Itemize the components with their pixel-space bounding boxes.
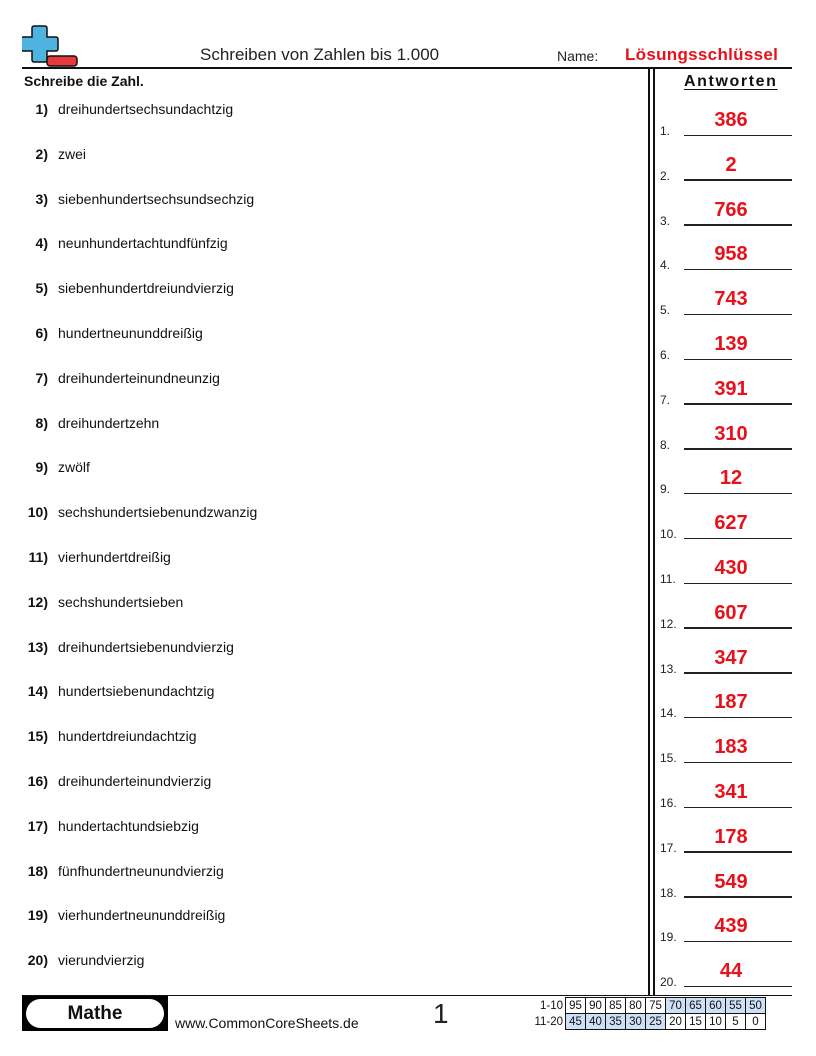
answer-row xyxy=(658,153,792,183)
answer-number: 14. xyxy=(660,706,677,721)
answer-number: 11. xyxy=(660,572,676,586)
score-cell: 20 xyxy=(666,1014,686,1030)
answer-row xyxy=(658,870,792,900)
answer-line xyxy=(684,314,792,316)
score-cell: 90 xyxy=(586,998,606,1014)
score-table xyxy=(529,997,766,1030)
question-text: dreihunderteinundvierzig xyxy=(58,773,212,789)
answer-value: 766 xyxy=(714,198,748,221)
score-cell: 65 xyxy=(686,998,706,1014)
answer-line xyxy=(684,941,792,943)
answer-line xyxy=(684,672,792,674)
answer-row xyxy=(658,377,792,407)
answer-line xyxy=(684,448,792,450)
score-cell: 30 xyxy=(626,1014,646,1030)
answer-value: 341 xyxy=(714,781,748,803)
answer-row xyxy=(658,332,792,362)
answer-number: 13. xyxy=(660,661,677,676)
answer-number: 5. xyxy=(660,303,671,318)
answer-value: 430 xyxy=(714,557,748,579)
worksheet-title: Schreiben von Zahlen bis 1.000 xyxy=(200,45,440,64)
question-text: dreihunderteinundneunzig xyxy=(58,369,220,386)
score-row xyxy=(529,1014,766,1030)
score-cell: 75 xyxy=(646,998,666,1014)
answer-row xyxy=(658,108,792,138)
score-row-label: 11-20 xyxy=(534,1015,563,1028)
answer-number: 20. xyxy=(660,975,677,990)
question-text: hundertsiebenundachtzig xyxy=(58,683,215,700)
answer-number: 6. xyxy=(660,348,671,362)
plus-minus-logo-icon xyxy=(22,24,80,68)
column-divider xyxy=(653,69,655,995)
question-number: 5) xyxy=(35,280,48,297)
answer-value: 44 xyxy=(719,960,743,983)
answer-value: 439 xyxy=(714,915,748,938)
answer-value: 2 xyxy=(725,153,737,176)
answer-line xyxy=(684,627,792,629)
question-text: vierhundertneununddreißig xyxy=(58,907,226,924)
score-cell: 95 xyxy=(566,998,586,1014)
answer-row xyxy=(658,646,792,676)
answer-line xyxy=(684,135,792,137)
instructions: Schreibe die Zahl. xyxy=(24,73,144,89)
answer-line xyxy=(684,538,792,540)
answer-line xyxy=(684,717,792,719)
question-number: 9) xyxy=(35,459,48,476)
score-cell: 85 xyxy=(606,998,626,1014)
answer-line xyxy=(684,359,792,361)
score-row-label: 1-10 xyxy=(539,999,563,1012)
question-number: 16) xyxy=(27,773,48,789)
answer-line xyxy=(684,493,792,495)
score-cell: 60 xyxy=(706,998,726,1014)
score-cell: 35 xyxy=(606,1014,626,1030)
score-row xyxy=(529,998,766,1014)
answer-number: 19. xyxy=(660,930,677,945)
question-text: siebenhundertdreiundvierzig xyxy=(58,280,234,297)
answer-value: 743 xyxy=(714,288,748,311)
answer-line xyxy=(684,896,792,898)
answer-line xyxy=(684,762,792,764)
answer-row xyxy=(658,780,792,810)
answer-number: 12. xyxy=(660,616,677,631)
page-number: 1 xyxy=(433,998,449,1029)
score-cell: 0 xyxy=(746,1014,766,1030)
score-cell: 40 xyxy=(586,1014,606,1030)
answer-row xyxy=(658,422,792,452)
answer-number: 4. xyxy=(660,258,671,273)
question-number: 4) xyxy=(35,235,48,252)
question-text: neunhundertachtundfünfzig xyxy=(58,235,228,252)
answer-number: 7. xyxy=(660,392,671,407)
answer-value: 183 xyxy=(714,736,748,759)
answer-line xyxy=(684,851,792,853)
question-number: 1) xyxy=(35,101,48,117)
answer-value: 178 xyxy=(714,825,748,848)
answer-number: 10. xyxy=(660,527,677,542)
question-text: hundertdreiundachtzig xyxy=(58,728,197,745)
question-text: siebenhundertsechsundsechzig xyxy=(58,190,255,207)
score-cell: 25 xyxy=(646,1014,666,1030)
question-number: 6) xyxy=(35,325,48,341)
answer-value: 958 xyxy=(714,243,748,266)
answer-value: 187 xyxy=(714,691,748,714)
answer-line xyxy=(684,179,792,181)
question-text: dreihundertsiebenundvierzig xyxy=(58,638,234,655)
answer-value: 391 xyxy=(714,377,748,400)
score-cell: 80 xyxy=(626,998,646,1014)
question-text: dreihundertzehn xyxy=(58,414,160,431)
answer-value: 607 xyxy=(714,601,748,624)
score-cell: 5 xyxy=(726,1014,746,1030)
question-text: sechshundertsieben xyxy=(58,593,184,610)
question-number: 20) xyxy=(27,952,48,969)
answer-row xyxy=(658,690,792,720)
question-text: zwölf xyxy=(58,459,90,476)
answer-line xyxy=(684,583,792,585)
score-cell: 55 xyxy=(726,998,746,1014)
name-label: Name: xyxy=(557,48,599,64)
question-text: zwei xyxy=(58,145,87,162)
brand-label: Mathe xyxy=(26,999,164,1028)
answer-line xyxy=(684,269,792,271)
answer-number: 18. xyxy=(660,885,677,900)
answer-line xyxy=(684,403,792,405)
answer-number: 15. xyxy=(660,751,677,766)
answer-row xyxy=(658,601,792,631)
score-cell: 10 xyxy=(706,1014,726,1030)
answer-line xyxy=(684,986,792,988)
answer-row xyxy=(658,959,792,989)
question-number: 10) xyxy=(27,504,48,521)
question-number: 13) xyxy=(27,638,48,655)
question-text: vierhundertdreißig xyxy=(58,549,171,565)
answer-row xyxy=(658,914,792,944)
question-number: 15) xyxy=(27,728,48,745)
answer-value: 549 xyxy=(714,870,748,893)
answer-value: 627 xyxy=(714,512,748,535)
question-number: 8) xyxy=(35,414,48,431)
name-value: Lösungsschlüssel xyxy=(625,45,779,64)
answer-row xyxy=(658,198,792,228)
answer-value: 386 xyxy=(714,109,748,131)
answer-number: 16. xyxy=(660,796,677,810)
column-divider xyxy=(648,69,650,995)
answer-value: 310 xyxy=(714,422,748,445)
answer-number: 9. xyxy=(660,482,671,497)
question-text: fünfhundertneunundvierzig xyxy=(58,862,224,879)
question-number: 18) xyxy=(27,862,48,879)
question-number: 11) xyxy=(28,549,48,565)
answer-row xyxy=(658,556,792,586)
answer-value: 347 xyxy=(714,646,748,669)
answer-number: 3. xyxy=(660,213,671,228)
answers-title: Antworten xyxy=(684,73,778,90)
question-number: 17) xyxy=(27,817,48,834)
question-number: 2) xyxy=(35,145,48,162)
answer-line xyxy=(684,807,792,809)
answer-row xyxy=(658,242,792,272)
question-number: 12) xyxy=(27,593,48,610)
question-text: vierundvierzig xyxy=(58,952,145,969)
answer-number: 8. xyxy=(660,437,671,452)
answer-row xyxy=(658,287,792,317)
score-cell: 45 xyxy=(566,1014,586,1030)
answer-value: 12 xyxy=(719,467,743,490)
header-divider xyxy=(22,67,792,69)
question-text: hundertneununddreißig xyxy=(58,325,203,341)
score-cell: 50 xyxy=(746,998,766,1014)
answer-number: 2. xyxy=(660,168,671,183)
question-number: 19) xyxy=(27,907,48,924)
score-cell: 15 xyxy=(686,1014,706,1030)
question-number: 14) xyxy=(27,683,48,700)
answer-value: 139 xyxy=(714,333,748,355)
answer-number: 17. xyxy=(660,840,677,855)
question-text: dreihundertsechsundachtzig xyxy=(58,101,234,117)
question-text: hundertachtundsiebzig xyxy=(58,817,199,834)
answer-line xyxy=(684,224,792,226)
site-url: www.CommonCoreSheets.de xyxy=(175,1015,359,1031)
score-cell: 70 xyxy=(666,998,686,1014)
answer-row xyxy=(658,466,792,496)
question-number: 7) xyxy=(35,369,48,386)
answer-row xyxy=(658,825,792,855)
answer-row xyxy=(658,511,792,541)
answer-number: 1. xyxy=(660,124,671,138)
answer-row xyxy=(658,735,792,765)
question-number: 3) xyxy=(35,190,48,207)
question-text: sechshundertsiebenundzwanzig xyxy=(58,504,258,521)
